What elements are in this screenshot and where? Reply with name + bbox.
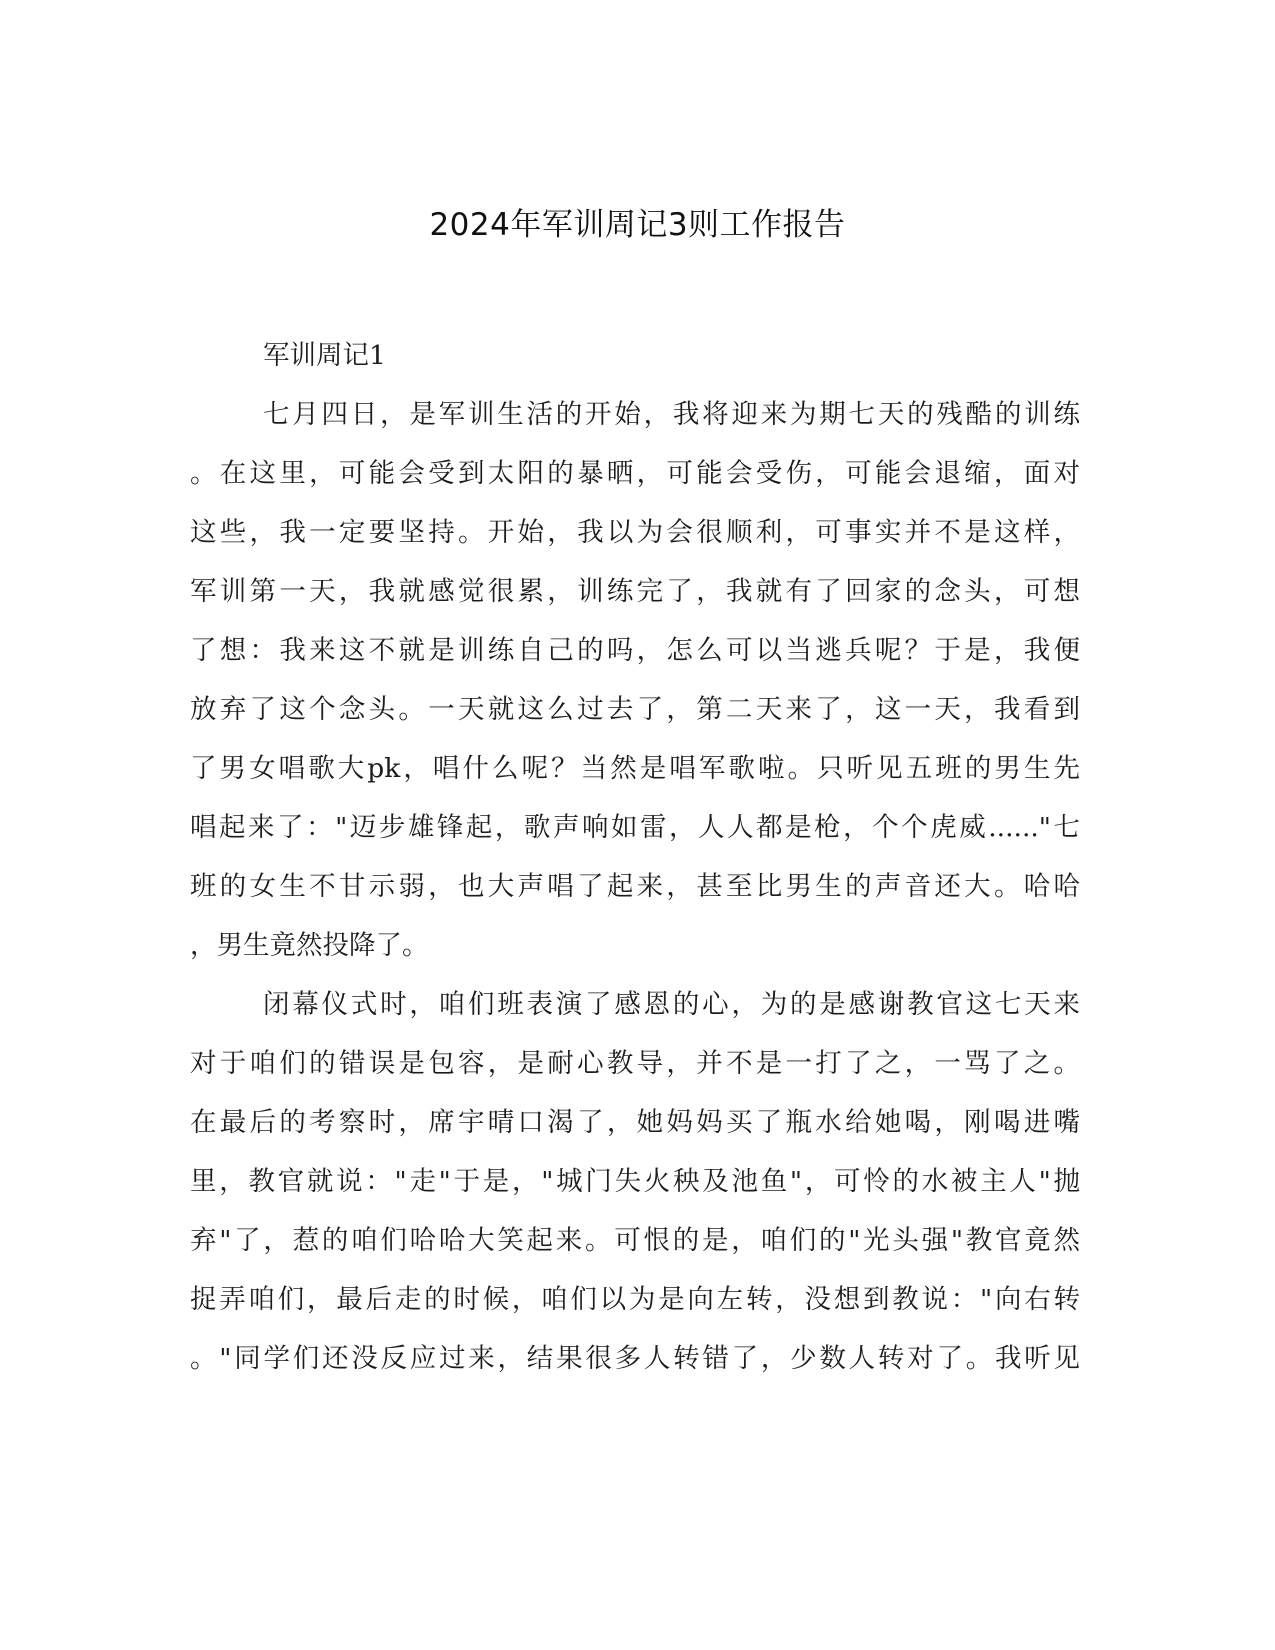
paragraph-line: 了想：我来这不就是训练自己的吗，怎么可以当逃兵呢？于是，我便 <box>190 635 1080 666</box>
section-heading: 军训周记1 <box>263 340 386 371</box>
paragraph-line: 这些，我一定要坚持。开始，我以为会很顺利，可事实并不是这样， <box>190 517 1080 548</box>
paragraph-line: 在最后的考察时，席宇晴口渴了，她妈妈买了瓶水给她喝，刚喝进嘴 <box>190 1107 1080 1138</box>
paragraph-line: 军训第一天，我就感觉很累，训练完了，我就有了回家的念头，可想 <box>190 576 1080 607</box>
paragraph-line: ，男生竟然投降了。 <box>190 930 429 961</box>
paragraph-line: 班的女生不甘示弱，也大声唱了起来，甚至比男生的声音还大。哈哈 <box>190 871 1080 902</box>
paragraph-2 <box>190 985 1080 1379</box>
document-title: 2024年军训周记3则工作报告 <box>429 207 846 243</box>
paragraph-line: 弃"了，惹的咱们哈哈大笑起来。可恨的是，咱们的"光头强"教官竟然 <box>190 1225 1080 1256</box>
paragraph-line: 对于咱们的错误是包容，是耐心教导，并不是一打了之，一骂了之。 <box>190 1048 1080 1079</box>
paragraph-line: 。在这里，可能会受到太阳的暴晒，可能会受伤，可能会退缩，面对 <box>190 458 1080 489</box>
paragraph-line: 里，教官就说："走"于是，"城门失火秧及池鱼"，可怜的水被主人"抛 <box>190 1166 1080 1197</box>
paragraph-1 <box>190 395 1080 966</box>
paragraph-line: 了男女唱歌大pk，唱什么呢？当然是唱军歌啦。只听见五班的男生先 <box>190 753 1080 784</box>
document-body <box>190 336 1080 1398</box>
paragraph-line: 唱起来了："迈步雄锋起，歌声响如雷，人人都是枪，个个虎威......"七 <box>190 812 1080 843</box>
paragraph-line: 捉弄咱们，最后走的时候，咱们以为是向左转，没想到教说："向右转 <box>190 1284 1080 1315</box>
paragraph-line: 放弃了这个念头。一天就这么过去了，第二天来了，这一天，我看到 <box>190 694 1080 725</box>
paragraph-line: 闭幕仪式时，咱们班表演了感恩的心，为的是感谢教官这七天来 <box>263 989 1080 1020</box>
paragraph-line: 七月四日，是军训生活的开始，我将迎来为期七天的残酷的训练 <box>263 399 1080 430</box>
paragraph-line: 。"同学们还没反应过来，结果很多人转错了，少数人转对了。我听见 <box>190 1343 1080 1374</box>
